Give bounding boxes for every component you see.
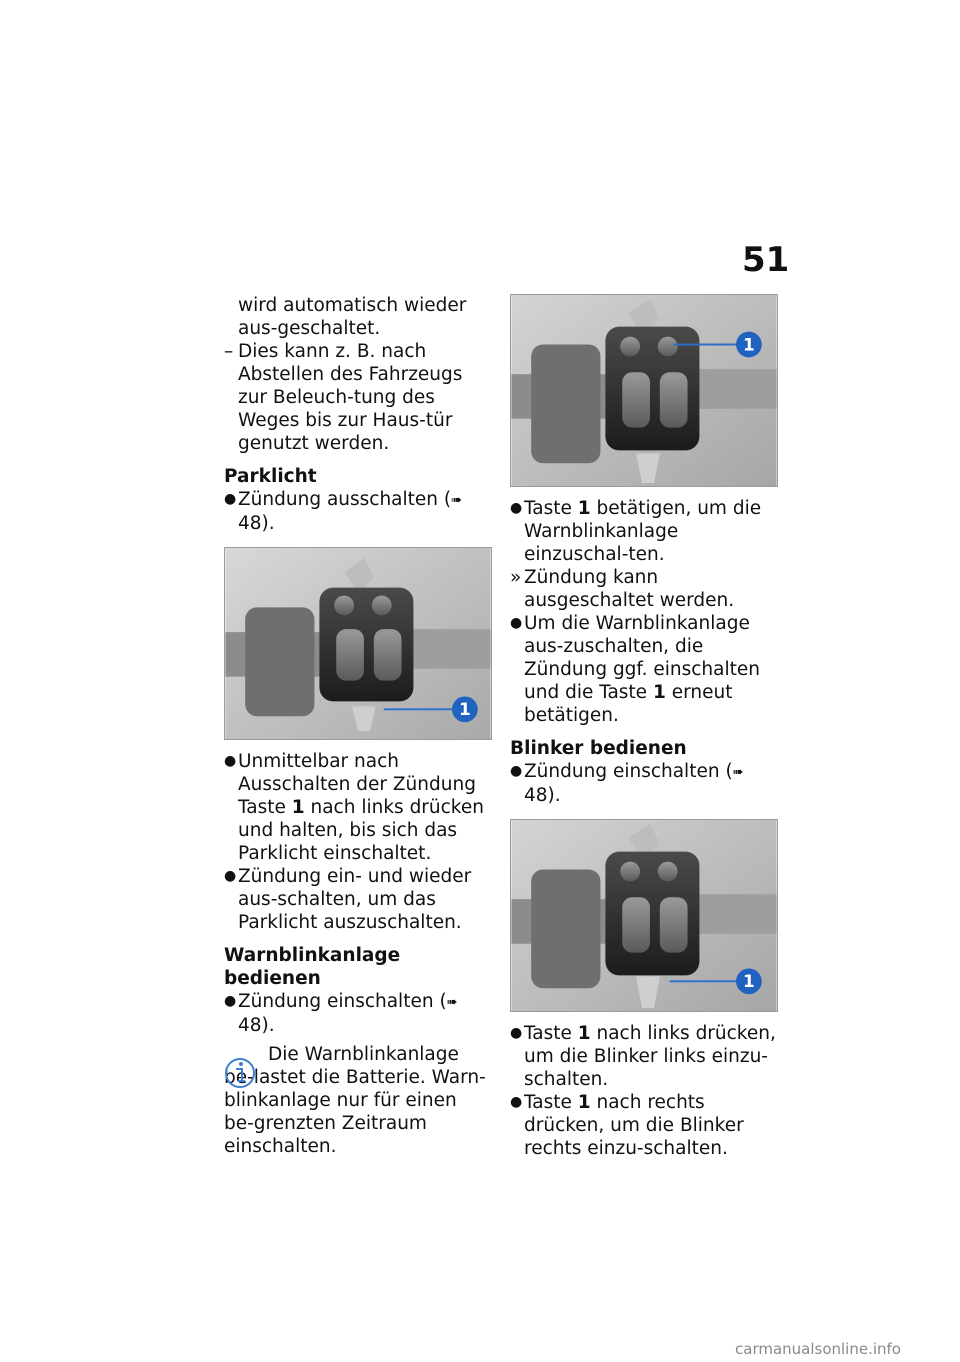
- continued-text: wird automatisch wieder aus-geschaltet.: [238, 295, 467, 339]
- result-marker: »: [510, 567, 522, 588]
- heading-warnblinkanlage: Warnblinkanlage bedienen: [224, 945, 401, 989]
- step-ignition-on: ● Zündung einschalten (➠ 48).: [510, 761, 744, 806]
- step-switch-off-parklicht: ● Zündung ein- und wieder aus-schalten, um das Parklicht auszuschalten.: [224, 866, 472, 933]
- reference-arrow-icon: ➠: [732, 765, 744, 780]
- page-reference-link[interactable]: 48).: [524, 785, 561, 806]
- figure-callout: 1: [459, 699, 471, 720]
- step-ignition-off: ● Zündung ausschalten (➠ 48).: [224, 489, 463, 534]
- handlebar-switch-figure-warnblink: [510, 294, 778, 487]
- heading-parklicht: Parklicht: [224, 466, 317, 487]
- left-column: [224, 294, 492, 1158]
- step-blinker-right: ● Taste 1 nach rechts drücken, um die Blinker rechts einzu-schalten.: [510, 1092, 744, 1159]
- info-icon: [224, 1047, 256, 1089]
- handlebar-switch-figure-parklicht: [224, 547, 492, 740]
- step-warn-off: ● Um die Warnblinkanlage aus-zuschalten, die Zündung ggf. einschalten und die Taste 1 erneut betätigen.: [510, 613, 760, 726]
- step-press-left-hold: ● Unmittelbar nach Ausschalten der Zündung Taste 1 nach links drücken und halten, bis sich das Parklicht einschaltet.: [224, 751, 484, 864]
- page-reference-link[interactable]: 48).: [238, 513, 275, 534]
- page-number: 51: [742, 240, 790, 280]
- page-reference-link[interactable]: 48).: [238, 1015, 275, 1036]
- footer-watermark: carmanualsonline.info: [735, 1340, 901, 1358]
- note-text: Die Warnblinkanlage be-lastet die Batterie. Warn-blinkanlage nur für einen be-grenzten Zeitraum einschalten.: [224, 1044, 486, 1157]
- right-column: [510, 294, 778, 1160]
- step-blinker-left: ● Taste 1 nach links drücken, um die Blinker links einzu-schalten.: [510, 1023, 776, 1090]
- dash-marker: –: [224, 341, 234, 362]
- figure-callout: 1: [743, 334, 755, 355]
- battery-note: [224, 1043, 492, 1158]
- handlebar-switch-figure-blinker: [510, 819, 778, 1012]
- figure-callout: 1: [743, 971, 755, 992]
- dash-list-item: – Dies kann z. B. nach Abstellen des Fahrzeugs zur Beleuch-tung des Weges bis zur Haus-tür genutzt werden.: [224, 341, 463, 454]
- step-ignition-on: ● Zündung einschalten (➠ 48).: [224, 991, 458, 1036]
- step-press-warn: ● Taste 1 betätigen, um die Warnblinkanlage einzuschal-ten.: [510, 498, 762, 565]
- heading-blinker: Blinker bedienen: [510, 738, 687, 759]
- reference-arrow-icon: ➠: [451, 493, 463, 508]
- reference-arrow-icon: ➠: [446, 995, 458, 1010]
- result-item: » Zündung kann ausgeschaltet werden.: [510, 567, 735, 611]
